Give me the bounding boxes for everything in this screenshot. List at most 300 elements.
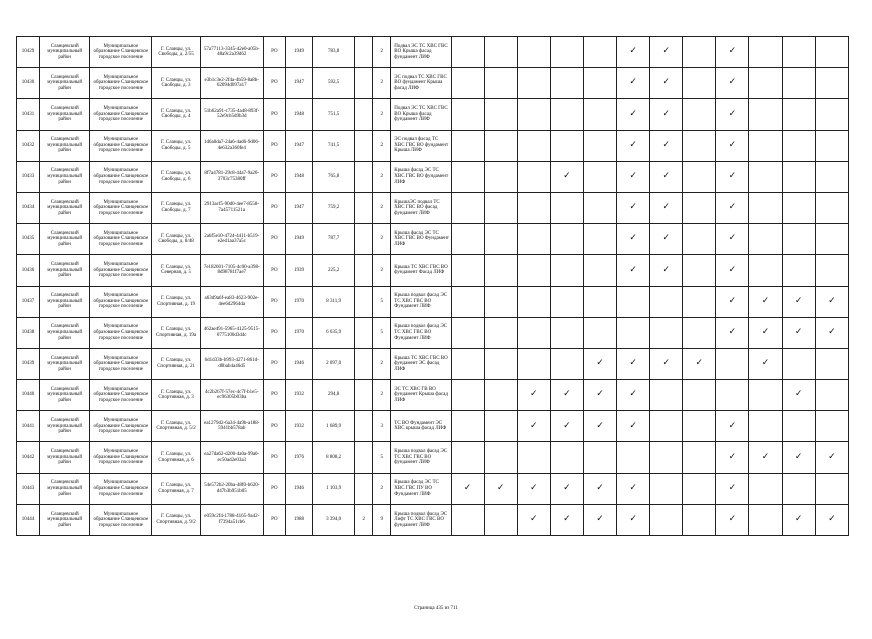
checkmark-icon: ✓ xyxy=(650,224,683,255)
empty-mark-cell xyxy=(517,224,550,255)
count-cell: 5 xyxy=(373,442,391,473)
municipality-cell: Муниципальное образование Сланцевское городское поселение xyxy=(90,161,152,192)
checkmark-icon: ✓ xyxy=(550,411,583,442)
checkmark-icon: ✓ xyxy=(815,286,848,317)
empty-mark-cell xyxy=(517,99,550,130)
checkmark-icon: ✓ xyxy=(782,286,815,317)
address-cell: Г. Сланцы, ул. Спортивная, д. 9/2 xyxy=(152,504,200,535)
municipality-cell: Муниципальное образование Сланцевское городское поселение xyxy=(90,68,152,99)
checkmark-icon: ✓ xyxy=(782,317,815,348)
guid-cell: 4c2b267f-57ec-4c7f-b1e5-ec96305b03ba xyxy=(200,380,263,411)
area-cell: 1 103,9 xyxy=(313,473,355,504)
empty-mark-cell xyxy=(815,224,848,255)
checkmark-icon: ✓ xyxy=(650,37,683,68)
guid-cell: 462ae491-5965-4125-9515-0775100d3d4c xyxy=(200,317,263,348)
empty-mark-cell xyxy=(749,224,782,255)
year-cell: 1970 xyxy=(285,286,312,317)
form-cell: РО xyxy=(263,317,285,348)
empty-mark-cell xyxy=(815,99,848,130)
empty-mark-cell xyxy=(650,504,683,535)
address-cell: Г. Сланцы, ул. Спортивная, д. 3 xyxy=(152,380,200,411)
empty-mark-cell xyxy=(484,380,517,411)
empty-mark-cell xyxy=(683,317,716,348)
empty-mark-cell xyxy=(550,224,583,255)
floors-cell xyxy=(355,192,373,223)
works-cell: Крыша подвал фасад ЭС Лифт ТС ХВС ГВС ВО фундамент ЛИФ xyxy=(391,504,451,535)
empty-mark-cell xyxy=(749,37,782,68)
checkmark-icon: ✓ xyxy=(815,442,848,473)
municipality-cell: Муниципальное образование Сланцевское городское поселение xyxy=(90,99,152,130)
form-cell: РО xyxy=(263,224,285,255)
table-row xyxy=(17,504,849,535)
guid-cell: 7e182601-7105-4c00-a398-8d98781f7ae7 xyxy=(200,255,263,286)
empty-mark-cell xyxy=(517,192,550,223)
area-cell: 6 635,9 xyxy=(313,317,355,348)
empty-mark-cell xyxy=(749,99,782,130)
address-cell: Г. Сланцы, ул. Свободы, д. 4 xyxy=(152,99,200,130)
works-cell: Подвал ЭС ТС ХВС ГВС ВО Крыша фасад фундамент ЛИФ xyxy=(391,37,451,68)
guid-cell: a63d9a6f-ea83-4623-902e-4ee6d2964da xyxy=(200,286,263,317)
count-cell: 5 xyxy=(373,286,391,317)
count-cell: 2 xyxy=(373,192,391,223)
empty-mark-cell xyxy=(484,317,517,348)
year-cell: 1947 xyxy=(285,130,312,161)
empty-mark-cell xyxy=(550,348,583,379)
empty-mark-cell xyxy=(451,161,484,192)
count-cell: 2 xyxy=(373,37,391,68)
form-cell: РО xyxy=(263,68,285,99)
row-id: 10430 xyxy=(17,68,40,99)
empty-mark-cell xyxy=(617,286,650,317)
district-cell: Сланцевский муниципальный район xyxy=(40,286,90,317)
floors-cell xyxy=(355,130,373,161)
empty-mark-cell xyxy=(550,37,583,68)
empty-mark-cell xyxy=(749,504,782,535)
empty-mark-cell xyxy=(683,161,716,192)
empty-mark-cell xyxy=(517,37,550,68)
address-cell: Г. Сланцы, ул. Спортивная, д. 6 xyxy=(152,442,200,473)
row-id: 10433 xyxy=(17,161,40,192)
count-cell: 2 xyxy=(373,130,391,161)
table-row xyxy=(17,99,849,130)
count-cell: 2 xyxy=(373,255,391,286)
empty-mark-cell xyxy=(583,161,616,192)
empty-mark-cell xyxy=(583,224,616,255)
municipality-cell: Муниципальное образование Сланцевское городское поселение xyxy=(90,317,152,348)
address-cell: Г. Сланцы, ул. Спортивная, д. 5/2 xyxy=(152,411,200,442)
district-cell: Сланцевский муниципальный район xyxy=(40,130,90,161)
empty-mark-cell xyxy=(550,99,583,130)
floors-cell xyxy=(355,68,373,99)
checkmark-icon: ✓ xyxy=(650,348,683,379)
district-cell: Сланцевский муниципальный район xyxy=(40,473,90,504)
municipality-cell: Муниципальное образование Сланцевское городское поселение xyxy=(90,411,152,442)
guid-cell: 6d1d33b-b993-4271-861d-d0bab4a46d5 xyxy=(200,348,263,379)
form-cell: РО xyxy=(263,380,285,411)
empty-mark-cell xyxy=(782,411,815,442)
table-row xyxy=(17,37,849,68)
district-cell: Сланцевский муниципальный район xyxy=(40,317,90,348)
count-cell: 2 xyxy=(373,68,391,99)
empty-mark-cell xyxy=(484,255,517,286)
checkmark-icon: ✓ xyxy=(617,473,650,504)
area-cell: 751,5 xyxy=(313,99,355,130)
checkmark-icon: ✓ xyxy=(716,37,749,68)
table-row xyxy=(17,317,849,348)
empty-mark-cell xyxy=(484,348,517,379)
empty-mark-cell xyxy=(550,68,583,99)
municipality-cell: Муниципальное образование Сланцевское городское поселение xyxy=(90,130,152,161)
checkmark-icon: ✓ xyxy=(484,473,517,504)
checkmark-icon: ✓ xyxy=(517,504,550,535)
count-cell: 2 xyxy=(373,473,391,504)
checkmark-icon: ✓ xyxy=(716,442,749,473)
district-cell: Сланцевский муниципальный район xyxy=(40,224,90,255)
empty-mark-cell xyxy=(683,380,716,411)
year-cell: 1947 xyxy=(285,68,312,99)
row-id: 10431 xyxy=(17,99,40,130)
area-cell: 741,5 xyxy=(313,130,355,161)
year-cell: 1947 xyxy=(285,192,312,223)
row-id: 10438 xyxy=(17,317,40,348)
checkmark-icon: ✓ xyxy=(650,161,683,192)
empty-mark-cell xyxy=(782,224,815,255)
empty-mark-cell xyxy=(782,161,815,192)
count-cell: 5 xyxy=(373,317,391,348)
works-cell: Крыша подвал фасад ЭС ТС ХВС ГВС ВО Фундамент ЛИФ xyxy=(391,286,451,317)
year-cell: 1946 xyxy=(285,348,312,379)
floors-cell xyxy=(355,473,373,504)
empty-mark-cell xyxy=(815,255,848,286)
table-row xyxy=(17,130,849,161)
empty-mark-cell xyxy=(550,317,583,348)
address-cell: Г. Сланцы, ул. Свободы, д. 5 xyxy=(152,130,200,161)
page-footer: Страница 435 из 711 xyxy=(414,606,458,611)
address-cell: Г. Сланцы, ул. Свободы, д. 6 xyxy=(152,161,200,192)
empty-mark-cell xyxy=(716,380,749,411)
form-cell: РО xyxy=(263,473,285,504)
checkmark-icon: ✓ xyxy=(583,473,616,504)
empty-mark-cell xyxy=(650,286,683,317)
empty-mark-cell xyxy=(749,192,782,223)
year-cell: 1946 xyxy=(285,473,312,504)
checkmark-icon: ✓ xyxy=(650,99,683,130)
empty-mark-cell xyxy=(749,380,782,411)
empty-mark-cell xyxy=(517,130,550,161)
empty-mark-cell xyxy=(484,192,517,223)
checkmark-icon: ✓ xyxy=(617,224,650,255)
guid-cell: 8f7a4781-29c8-44a7-9a26-3703c75380ff xyxy=(200,161,263,192)
empty-mark-cell xyxy=(716,348,749,379)
count-cell: 2 xyxy=(373,161,391,192)
form-cell: РО xyxy=(263,37,285,68)
empty-mark-cell xyxy=(749,255,782,286)
works-cell: Крыша фасад ЭС ТС ХВС ГВС ВО Фундамент ЛИФ xyxy=(391,224,451,255)
empty-mark-cell xyxy=(815,473,848,504)
checkmark-icon: ✓ xyxy=(650,68,683,99)
checkmark-icon: ✓ xyxy=(617,161,650,192)
form-cell: РО xyxy=(263,348,285,379)
empty-mark-cell xyxy=(782,68,815,99)
empty-mark-cell xyxy=(749,68,782,99)
floors-cell xyxy=(355,37,373,68)
district-cell: Сланцевский муниципальный район xyxy=(40,192,90,223)
municipality-cell: Муниципальное образование Сланцевское городское поселение xyxy=(90,286,152,317)
checkmark-icon: ✓ xyxy=(650,192,683,223)
address-cell: Г. Сланцы, ул. Свободы, д. 2/55 xyxy=(152,37,200,68)
address-cell: Г. Сланцы, ул. Свободы, д. 3 xyxy=(152,68,200,99)
empty-mark-cell xyxy=(749,411,782,442)
empty-mark-cell xyxy=(451,411,484,442)
form-cell: РО xyxy=(263,504,285,535)
count-cell: 3 xyxy=(373,411,391,442)
empty-mark-cell xyxy=(517,348,550,379)
address-cell: Г. Сланцы, ул. Свободы, д. 8/48 xyxy=(152,224,200,255)
area-cell: 225,2 xyxy=(313,255,355,286)
empty-mark-cell xyxy=(782,348,815,379)
empty-mark-cell xyxy=(484,130,517,161)
checkmark-icon: ✓ xyxy=(550,473,583,504)
address-cell: Г. Сланцы, ул. Свободы, д. 7 xyxy=(152,192,200,223)
form-cell: РО xyxy=(263,442,285,473)
checkmark-icon: ✓ xyxy=(550,380,583,411)
empty-mark-cell xyxy=(782,473,815,504)
checkmark-icon: ✓ xyxy=(716,99,749,130)
checkmark-icon: ✓ xyxy=(583,348,616,379)
row-id: 10434 xyxy=(17,192,40,223)
empty-mark-cell xyxy=(583,317,616,348)
municipality-cell: Муниципальное образование Сланцевское городское поселение xyxy=(90,380,152,411)
table-row xyxy=(17,348,849,379)
checkmark-icon: ✓ xyxy=(716,286,749,317)
area-cell: 3 394,0 xyxy=(313,504,355,535)
row-id: 10436 xyxy=(17,255,40,286)
form-cell: РО xyxy=(263,161,285,192)
empty-mark-cell xyxy=(583,255,616,286)
checkmark-icon: ✓ xyxy=(716,224,749,255)
checkmark-icon: ✓ xyxy=(617,380,650,411)
empty-mark-cell xyxy=(451,380,484,411)
row-id: 10443 xyxy=(17,473,40,504)
guid-cell: ea27da62-d200-4a0a-99a0-ec50ad2e03a3 xyxy=(200,442,263,473)
empty-mark-cell xyxy=(484,504,517,535)
empty-mark-cell xyxy=(451,192,484,223)
table-row xyxy=(17,161,849,192)
checkmark-icon: ✓ xyxy=(583,380,616,411)
year-cell: 1932 xyxy=(285,380,312,411)
empty-mark-cell xyxy=(650,411,683,442)
checkmark-icon: ✓ xyxy=(617,99,650,130)
empty-mark-cell xyxy=(683,130,716,161)
empty-mark-cell xyxy=(782,37,815,68)
row-id: 10440 xyxy=(17,380,40,411)
checkmark-icon: ✓ xyxy=(617,504,650,535)
empty-mark-cell xyxy=(749,130,782,161)
empty-mark-cell xyxy=(815,37,848,68)
checkmark-icon: ✓ xyxy=(716,192,749,223)
checkmark-icon: ✓ xyxy=(451,473,484,504)
empty-mark-cell xyxy=(550,442,583,473)
area-cell: 8 311,9 xyxy=(313,286,355,317)
empty-mark-cell xyxy=(815,161,848,192)
empty-mark-cell xyxy=(451,442,484,473)
row-id: 10435 xyxy=(17,224,40,255)
checkmark-icon: ✓ xyxy=(683,348,716,379)
year-cell: 1976 xyxy=(285,442,312,473)
empty-mark-cell xyxy=(683,192,716,223)
row-id: 10444 xyxy=(17,504,40,535)
municipality-cell: Муниципальное образование Сланцевское городское поселение xyxy=(90,37,152,68)
empty-mark-cell xyxy=(550,255,583,286)
table-row xyxy=(17,68,849,99)
checkmark-icon: ✓ xyxy=(650,255,683,286)
area-cell: 759,2 xyxy=(313,192,355,223)
district-cell: Сланцевский муниципальный район xyxy=(40,504,90,535)
table-row xyxy=(17,380,849,411)
guid-cell: 54e572b2-20ba-48f0-b620-d47b3b951b05 xyxy=(200,473,263,504)
works-cell: Крыша ТС ХВС ГВС ВО фундамент ЭС фасад ЛИФ xyxy=(391,348,451,379)
municipality-cell: Муниципальное образование Сланцевское городское поселение xyxy=(90,224,152,255)
works-cell: Подвал ЭС ТС ХВС ГВС ВО Крыша фасад фундамент ЛИФ xyxy=(391,99,451,130)
works-cell: Крыша подвал фасад ЭС ТС ХВС ГВС ВО фундамент ЛИФ xyxy=(391,442,451,473)
district-cell: Сланцевский муниципальный район xyxy=(40,348,90,379)
empty-mark-cell xyxy=(517,317,550,348)
empty-mark-cell xyxy=(782,192,815,223)
checkmark-icon: ✓ xyxy=(716,504,749,535)
empty-mark-cell xyxy=(617,317,650,348)
empty-mark-cell xyxy=(683,99,716,130)
year-cell: 1932 xyxy=(285,411,312,442)
empty-mark-cell xyxy=(683,442,716,473)
empty-mark-cell xyxy=(583,37,616,68)
empty-mark-cell xyxy=(782,255,815,286)
form-cell: РО xyxy=(263,130,285,161)
empty-mark-cell xyxy=(484,37,517,68)
floors-cell xyxy=(355,348,373,379)
address-cell: Г. Сланцы, ул. Северная, д. 5 xyxy=(152,255,200,286)
floors-cell xyxy=(355,442,373,473)
empty-mark-cell xyxy=(451,286,484,317)
year-cell: 1988 xyxy=(285,504,312,535)
empty-mark-cell xyxy=(484,224,517,255)
checkmark-icon: ✓ xyxy=(617,192,650,223)
municipality-cell: Муниципальное образование Сланцевское городское поселение xyxy=(90,348,152,379)
checkmark-icon: ✓ xyxy=(716,473,749,504)
floors-cell xyxy=(355,255,373,286)
empty-mark-cell xyxy=(484,161,517,192)
district-cell: Сланцевский муниципальный район xyxy=(40,161,90,192)
empty-mark-cell xyxy=(517,442,550,473)
municipality-cell: Муниципальное образование Сланцевское городское поселение xyxy=(90,192,152,223)
works-cell: ТС ВО Фундамент ЭС ХВС крыша фасад ЛИФ xyxy=(391,411,451,442)
checkmark-icon: ✓ xyxy=(749,442,782,473)
count-cell: 2 xyxy=(373,99,391,130)
empty-mark-cell xyxy=(815,68,848,99)
year-cell: 1970 xyxy=(285,317,312,348)
count-cell: 2 xyxy=(373,224,391,255)
district-cell: Сланцевский муниципальный район xyxy=(40,37,90,68)
guid-cell: ea1279d2-6a34-4a9b-a188-5941bb578ab xyxy=(200,411,263,442)
table-body xyxy=(17,37,849,536)
empty-mark-cell xyxy=(583,130,616,161)
empty-mark-cell xyxy=(782,99,815,130)
checkmark-icon: ✓ xyxy=(583,411,616,442)
area-cell: 294,8 xyxy=(313,380,355,411)
district-cell: Сланцевский муниципальный район xyxy=(40,68,90,99)
empty-mark-cell xyxy=(451,504,484,535)
checkmark-icon: ✓ xyxy=(782,442,815,473)
checkmark-icon: ✓ xyxy=(517,473,550,504)
municipality-cell: Муниципальное образование Сланцевское городское поселение xyxy=(90,473,152,504)
empty-mark-cell xyxy=(517,68,550,99)
works-cell: ЭС подвал ТС ХВС ГВС ВО фундамент Крыша фасад ЛИФ xyxy=(391,68,451,99)
empty-mark-cell xyxy=(484,99,517,130)
empty-mark-cell xyxy=(617,442,650,473)
empty-mark-cell xyxy=(683,411,716,442)
empty-mark-cell xyxy=(550,286,583,317)
row-id: 10439 xyxy=(17,348,40,379)
checkmark-icon: ✓ xyxy=(716,130,749,161)
works-cell: Крыша фасад ЭС ТС ХВС ГВС ПУ ВО Фундамент ЛИФ xyxy=(391,473,451,504)
checkmark-icon: ✓ xyxy=(716,68,749,99)
checkmark-icon: ✓ xyxy=(716,411,749,442)
year-cell: 1948 xyxy=(285,99,312,130)
area-cell: 8 808,2 xyxy=(313,442,355,473)
year-cell: 1939 xyxy=(285,255,312,286)
floors-cell xyxy=(355,286,373,317)
floors-cell xyxy=(355,317,373,348)
empty-mark-cell xyxy=(451,37,484,68)
checkmark-icon: ✓ xyxy=(517,380,550,411)
guid-cell: 51b62a91-c735-4a48-893f-52e9cb5d9b3d xyxy=(200,99,263,130)
table-row xyxy=(17,255,849,286)
year-cell: 1949 xyxy=(285,224,312,255)
empty-mark-cell xyxy=(517,286,550,317)
checkmark-icon: ✓ xyxy=(782,504,815,535)
checkmark-icon: ✓ xyxy=(782,380,815,411)
address-cell: Г. Сланцы, ул. Спортивная, д. 19а xyxy=(152,317,200,348)
empty-mark-cell xyxy=(749,161,782,192)
checkmark-icon: ✓ xyxy=(749,348,782,379)
floors-cell: 2 xyxy=(355,504,373,535)
floors-cell xyxy=(355,161,373,192)
empty-mark-cell xyxy=(583,192,616,223)
row-id: 10441 xyxy=(17,411,40,442)
guid-cell: 57a77113-3345-42e0-a05b-48a9c2a39d62 xyxy=(200,37,263,68)
empty-mark-cell xyxy=(583,68,616,99)
checkmark-icon: ✓ xyxy=(749,317,782,348)
checkmark-icon: ✓ xyxy=(716,317,749,348)
empty-mark-cell xyxy=(451,255,484,286)
empty-mark-cell xyxy=(583,442,616,473)
empty-mark-cell xyxy=(484,411,517,442)
municipality-cell: Муниципальное образование Сланцевское городское поселение xyxy=(90,442,152,473)
count-cell: 2 xyxy=(373,380,391,411)
table-row xyxy=(17,286,849,317)
area-cell: 783,8 xyxy=(313,37,355,68)
empty-mark-cell xyxy=(650,380,683,411)
row-id: 10432 xyxy=(17,130,40,161)
works-cell: Крыша фасад ЭС ТС ХВС ГВС ВО фундамент ЛИФ xyxy=(391,161,451,192)
district-cell: Сланцевский муниципальный район xyxy=(40,99,90,130)
empty-mark-cell xyxy=(815,411,848,442)
address-cell: Г. Сланцы, ул. Спортивная, д. 21 xyxy=(152,348,200,379)
form-cell: РО xyxy=(263,99,285,130)
form-cell: РО xyxy=(263,255,285,286)
empty-mark-cell xyxy=(683,504,716,535)
checkmark-icon: ✓ xyxy=(650,130,683,161)
table-row xyxy=(17,473,849,504)
